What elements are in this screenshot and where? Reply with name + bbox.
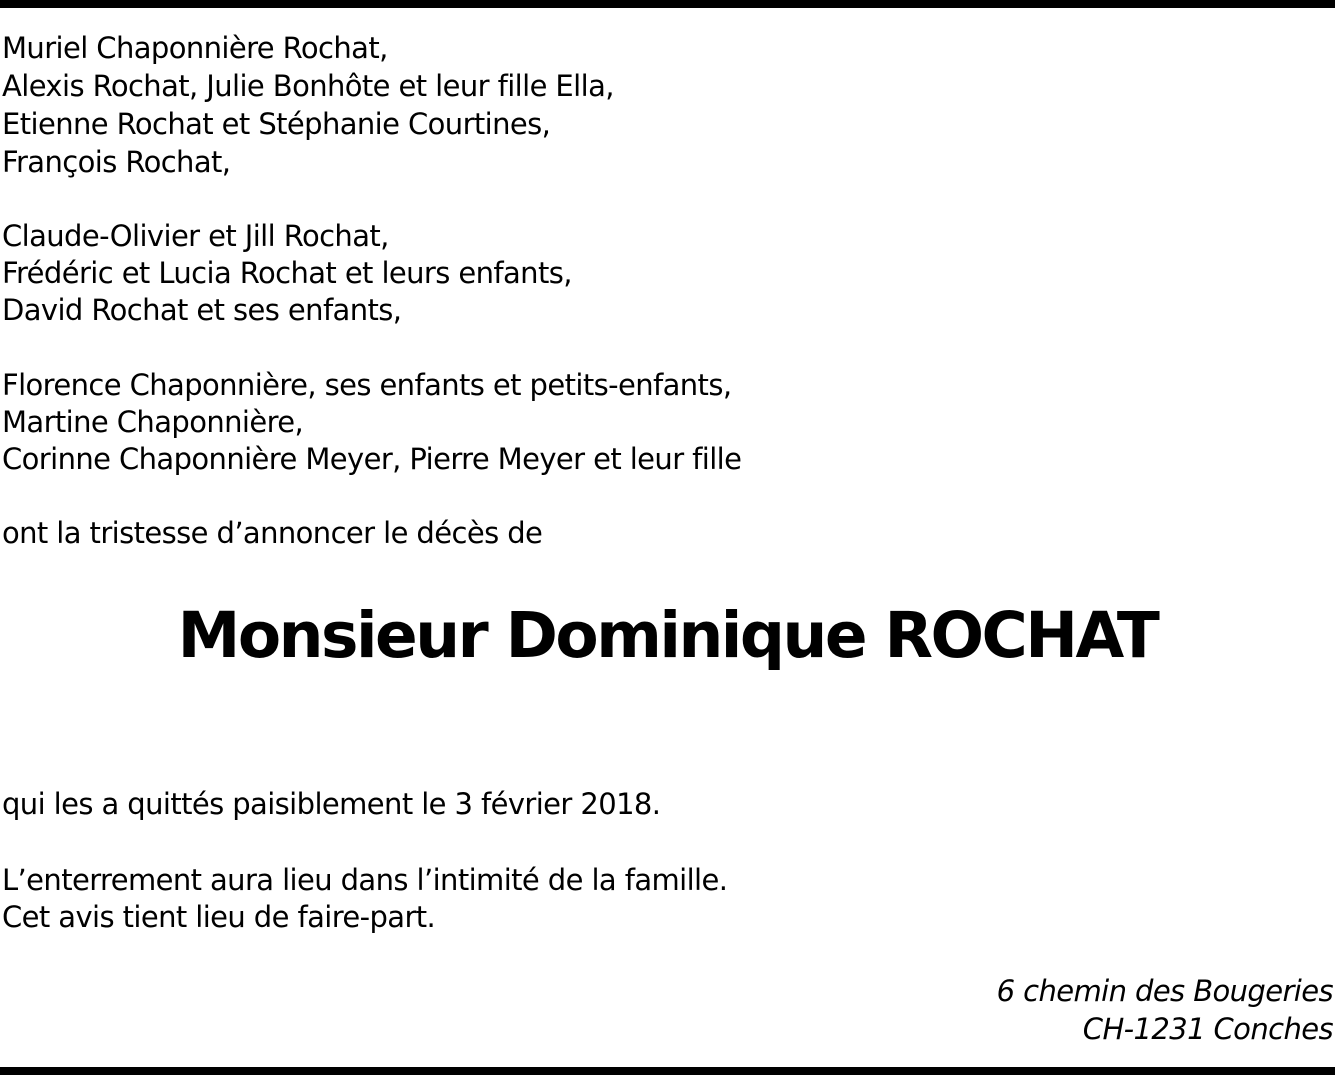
family-line: David Rochat et ses enfants, xyxy=(2,293,402,327)
family-line: Etienne Rochat et Stéphanie Courtines, xyxy=(2,107,551,141)
top-border-rule xyxy=(0,0,1335,8)
announcement-text: ont la tristesse d’annoncer le décès de xyxy=(2,516,543,550)
deceased-name: Monsieur Dominique ROCHAT xyxy=(177,599,1158,672)
family-line: Frédéric et Lucia Rochat et leurs enfants, xyxy=(2,256,572,290)
address-city: CH-1231 Conches xyxy=(1082,1012,1333,1046)
funeral-line: L’enterrement aura lieu dans l’intimité de la famille. xyxy=(2,863,728,897)
address-street: 6 chemin des Bougeries xyxy=(996,974,1333,1008)
family-line: Alexis Rochat, Julie Bonhôte et leur fille Ella, xyxy=(2,69,614,103)
passing-text: qui les a quittés paisiblement le 3 février 2018. xyxy=(2,787,661,821)
family-line: Martine Chaponnière, xyxy=(2,405,304,439)
funeral-line: Cet avis tient lieu de faire-part. xyxy=(2,900,436,934)
bottom-border-rule xyxy=(0,1067,1335,1075)
family-line: Florence Chaponnière, ses enfants et petits-enfants, xyxy=(2,368,732,402)
family-line: Claude-Olivier et Jill Rochat, xyxy=(2,219,389,253)
family-line: Corinne Chaponnière Meyer, Pierre Meyer et leur fille xyxy=(2,442,742,476)
family-line: Muriel Chaponnière Rochat, xyxy=(2,31,388,65)
family-line: François Rochat, xyxy=(2,145,231,179)
